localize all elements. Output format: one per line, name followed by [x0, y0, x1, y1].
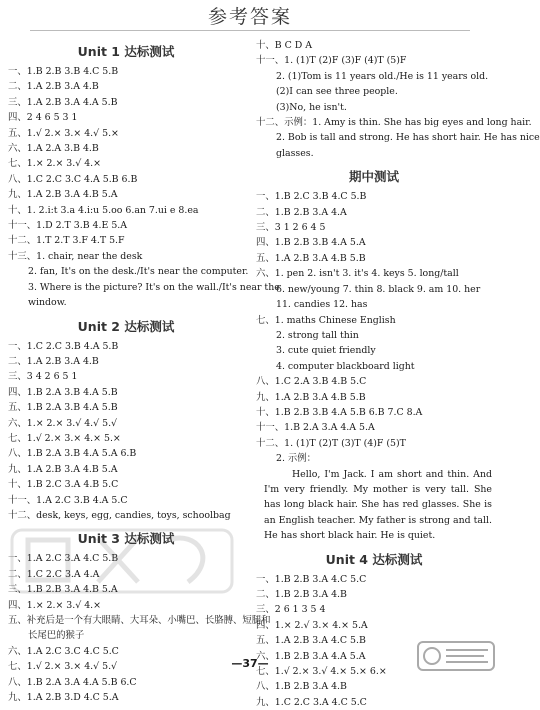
answer-line: 十、1.B 2.B 3.B 4.A 5.B 6.B 7.C 8.A — [256, 406, 423, 418]
section-unit-3-continued — [256, 38, 540, 161]
answer-line: 七、1.× 2.× 3.√ 4.× — [8, 158, 102, 170]
answer-line: 九、1.A 2.B 3.D 4.C 5.A — [8, 692, 119, 704]
answer-line: 九、1.A 2.B 3.A 4.B 5.B — [256, 391, 366, 403]
answer-line: window. — [28, 297, 67, 309]
answer-line: 十二、1.T 2.T 3.F 4.T 5.F — [8, 235, 125, 247]
answer-line: (2)I can see three people. — [276, 86, 398, 98]
answer-line: 六、1.B 2.B 3.A 4.A 5.A — [256, 650, 366, 662]
answer-line: 3. Where is the picture? It's on the wall./It's near the — [28, 281, 280, 293]
answer-line: 2. 示例： — [276, 453, 317, 465]
answer-lines — [256, 189, 492, 466]
answer-line: 六、1.× 2.× 3.√ 4.√ 5.√ — [8, 417, 118, 429]
answer-line: 二、1.B 2.B 3.A 4.B — [256, 589, 347, 600]
answer-line: 三、2 6 1 3 5 4 — [256, 604, 326, 616]
page-number: —37— — [231, 657, 269, 670]
answer-line: 五、1.√ 2.× 3.× 4.√ 5.× — [8, 127, 119, 139]
answer-line: 十一、1.D 2.T 3.B 4.E 5.A — [8, 220, 128, 232]
answer-line: 九、1.A 2.B 3.A 4.B 5.A — [8, 463, 118, 475]
answer-line: glasses. — [276, 147, 314, 159]
answer-line: 六、1.A 2.A 3.B 4.B — [8, 143, 99, 155]
title-divider — [30, 30, 470, 31]
answer-line: 十、1. 2.i:t 3.a 4.i:u 5.oo 6.an 7.ui e 8.ea — [8, 204, 199, 216]
sample-paragraph: Hello, I'm Jack. I am short and thin. And I'm very friendly. My mother is very tall. She has long black hair. She has red glasses. She is an English teacher. My father is strong and tall. He has short black hair. He is quiet. — [264, 468, 492, 542]
answer-line: 一、1.B 2.B 3.A 4.C 5.C — [256, 573, 367, 585]
answer-line: 二、1.B 2.B 3.A 4.A — [256, 206, 347, 218]
answer-lines — [256, 38, 540, 161]
answer-line: 八、1.C 2.A 3.B 4.B 5.C — [256, 376, 367, 388]
section-title: 期中测试 — [348, 169, 399, 185]
answer-line: 长尾巴的猴子 — [28, 630, 85, 642]
answer-line: 2. Bob is tall and strong. He has short hair. He has nice — [276, 132, 540, 144]
answer-line: 十、1.B 2.C 3.A 4.B 5.C — [8, 479, 119, 491]
answer-line: 七、1.√ 2.× 3.× 4.√ 5.√ — [8, 661, 118, 673]
answer-line: 二、1.A 2.B 3.A 4.B — [8, 355, 99, 367]
page-title: 参考答案 — [207, 6, 292, 28]
answer-line: 九、1.A 2.B 3.A 4.B 5.A — [8, 189, 118, 201]
answer-line: 二、1.C 2.C 3.A 4.A — [8, 568, 100, 580]
answer-line: 6. new/young 7. thin 8. black 9. am 10. her — [276, 283, 481, 295]
answer-line: 四、1.B 2.B 3.B 4.A 5.A — [256, 237, 366, 249]
answer-line: 十一、1.A 2.C 3.B 4.A 5.C — [8, 494, 128, 506]
answer-line: 十一、1. (1)T (2)F (3)F (4)T (5)F — [256, 55, 407, 67]
answer-line: 3. cute quiet friendly — [276, 345, 376, 357]
answer-line: 六、1. pen 2. isn't 3. it's 4. keys 5. long/tall — [256, 268, 459, 280]
answer-line: 一、1.B 2.C 3.B 4.C 5.B — [256, 191, 367, 203]
section-title: Unit 1 达标测试 — [77, 44, 175, 59]
answer-line: 十二、1. (1)T (2)T (3)T (4)F (5)T — [256, 437, 406, 449]
answer-lines — [8, 339, 244, 524]
answer-line: 四、2 4 6 5 3 1 — [8, 112, 78, 124]
answer-line: 一、1.C 2.C 3.B 4.A 5.B — [8, 340, 119, 352]
answer-line: (3)No, he isn't. — [276, 101, 347, 113]
answer-line: 三、1.A 2.B 3.A 4.A 5.B — [8, 96, 118, 108]
answer-line: 八、1.C 2.C 3.C 4.A 5.B 6.B — [8, 173, 138, 185]
section-title: Unit 2 达标测试 — [77, 318, 175, 334]
section-unit-1 — [8, 42, 280, 311]
answer-line: 八、1.B 2.A 3.B 4.A 5.A 6.B — [8, 448, 137, 460]
answer-line: 11. candies 12. has — [276, 299, 368, 311]
answer-line: 三、1.B 2.B 3.A 4.B 5.A — [8, 584, 118, 596]
answer-line: 2. strong tall thin — [276, 329, 359, 341]
answer-line: 十二、desk, keys, egg, candies, toys, schoolbag — [8, 509, 231, 521]
answer-line: 一、1.B 2.B 3.B 4.C 5.B — [8, 66, 119, 77]
answer-line: 六、1.A 2.C 3.C 4.C 5.C — [8, 645, 119, 657]
answer-line: 四、1.B 2.A 3.B 4.A 5.B — [8, 386, 118, 398]
answer-line: 八、1.B 2.B 3.A 4.B — [256, 681, 347, 693]
section-midterm — [256, 167, 492, 543]
answer-line: 七、1. maths Chinese English — [256, 314, 396, 326]
answer-line: 五、1.A 2.B 3.A 4.C 5.B — [256, 635, 366, 647]
answer-line: 五、1.A 2.B 3.A 4.B 5.B — [256, 252, 366, 264]
answer-line: 十三、1. chair, near the desk — [8, 250, 143, 262]
section-unit-2 — [8, 317, 244, 524]
answer-line: 二、1.A 2.B 3.A 4.B — [8, 81, 99, 93]
answer-line: 十二、示例：1. Amy is thin. She has big eyes and long hair. — [256, 117, 532, 129]
answer-line: 五、补充后是一个有大眼睛、大耳朵、小嘴巴、长胳膊、短腿和 — [8, 615, 271, 626]
answer-line: 十一、1.B 2.A 3.A 4.A 5.A — [256, 422, 375, 434]
answer-line: 三、3 4 2 6 5 1 — [8, 371, 78, 383]
answer-line: 2. (1)Tom is 11 years old./He is 11 years old. — [276, 70, 489, 82]
answer-line: 七、1.√ 2.× 3.× 4.× 5.× — [8, 432, 121, 444]
answer-line: 四、1.× 2.× 3.√ 4.× — [8, 599, 102, 611]
answer-line: 4. computer blackboard light — [276, 360, 415, 372]
answer-line: 十、B C D A — [256, 40, 313, 51]
section-title: Unit 4 达标测试 — [325, 551, 423, 567]
answer-line: 一、1.A 2.C 3.A 4.C 5.B — [8, 553, 119, 565]
section-unit-4 — [256, 550, 492, 710]
answer-line: 三、3 1 2 6 4 5 — [256, 222, 326, 234]
answer-line: 八、1.B 2.A 3.A 4.A 5.B 6.C — [8, 676, 137, 688]
answer-line: 五、1.B 2.A 3.B 4.A 5.B — [8, 402, 118, 414]
answer-line: 九、1.C 2.C 3.A 4.C 5.C — [256, 696, 367, 708]
section-title: Unit 3 达标测试 — [77, 531, 175, 547]
answer-line: 七、1.√ 2.× 3.√ 4.× 5.× 6.× — [256, 666, 387, 678]
answer-line: 2. fan, It's on the desk./It's near the computer. — [28, 266, 249, 278]
answer-lines — [8, 64, 280, 311]
answer-lines — [256, 572, 492, 710]
right-column — [256, 38, 540, 710]
answer-line: 四、1.× 2.√ 3.× 4.× 5.A — [256, 619, 368, 631]
